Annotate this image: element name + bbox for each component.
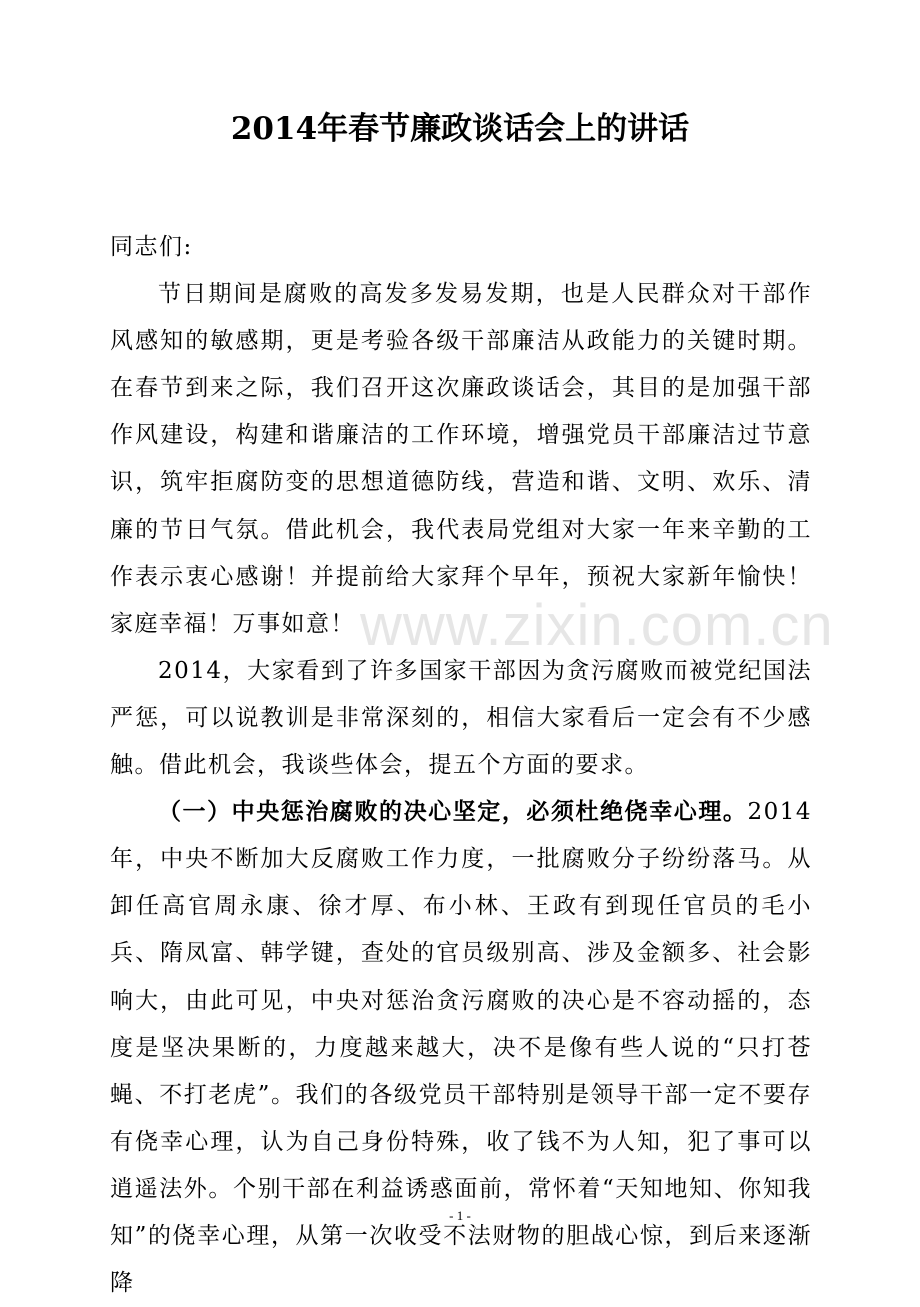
page-number: - 1 - — [449, 1208, 471, 1223]
document-body — [110, 224, 812, 1307]
paragraph-1: 节日期间是腐败的高发多发易发期，也是人民群众对干部作风感知的敏感期，更是考验各级干部廉洁从政能力的关键时期。在春节到来之际，我们召开这次廉政谈话会，其目的是加强干部作风建设，构建和谐廉洁的工作环境，增强党员干部廉洁过节意识，筑牢拒腐防变的思想道德防线，营造和谐、文明、欢乐、清廉的节日气氛。借此机会，我代表局党组对大家一年来辛勤的工作表示衷心感谢！并提前给大家拜个早年，预祝大家新年愉快！家庭幸福！万事如意！ — [110, 281, 812, 637]
salutation: 同志们: — [110, 234, 193, 260]
document-title: 2014年春节廉政谈话会上的讲话 — [230, 111, 690, 147]
paragraph-2: 2014，大家看到了许多国家干部因为贪污腐败而被党纪国法严惩，可以说教训是非常深刻的，相信大家看后一定会有不少感触。借此机会，我谈些体会，提五个方面的要求。 — [110, 657, 812, 779]
section-text: 2014年，中央不断加大反腐败工作力度，一批腐败分子纷纷落马。从卸任高官周永康、徐才厚、布小林、王政有到现任官员的毛小兵、隋凤富、韩学键，查处的官员级别高、涉及金额多、社会影响大，由此可见，中央对惩治贪污腐败的决心是不容动摇的，态度是坚决果断的，力度越来越大，决不是像有些人说的“只打苍蝇、不打老虎”。我们的各级党员干部特别是领导干部一定不要存有侥幸心理，认为自己身份特殊，收了钱不为人知，犯了事可以逍遥法外。个别干部在利益诱惑面前，常怀着“天知地知、你知我知”的侥幸心理，从第一次收受不法财物的胆战心惊，到后来逐渐降 — [110, 799, 812, 1297]
section-heading: （一）中央惩治腐败的决心坚定，必须杜绝侥幸心理。 — [158, 799, 748, 826]
watermark: www.zixin.com.cn — [360, 593, 834, 658]
paragraph-3 — [110, 789, 812, 1307]
